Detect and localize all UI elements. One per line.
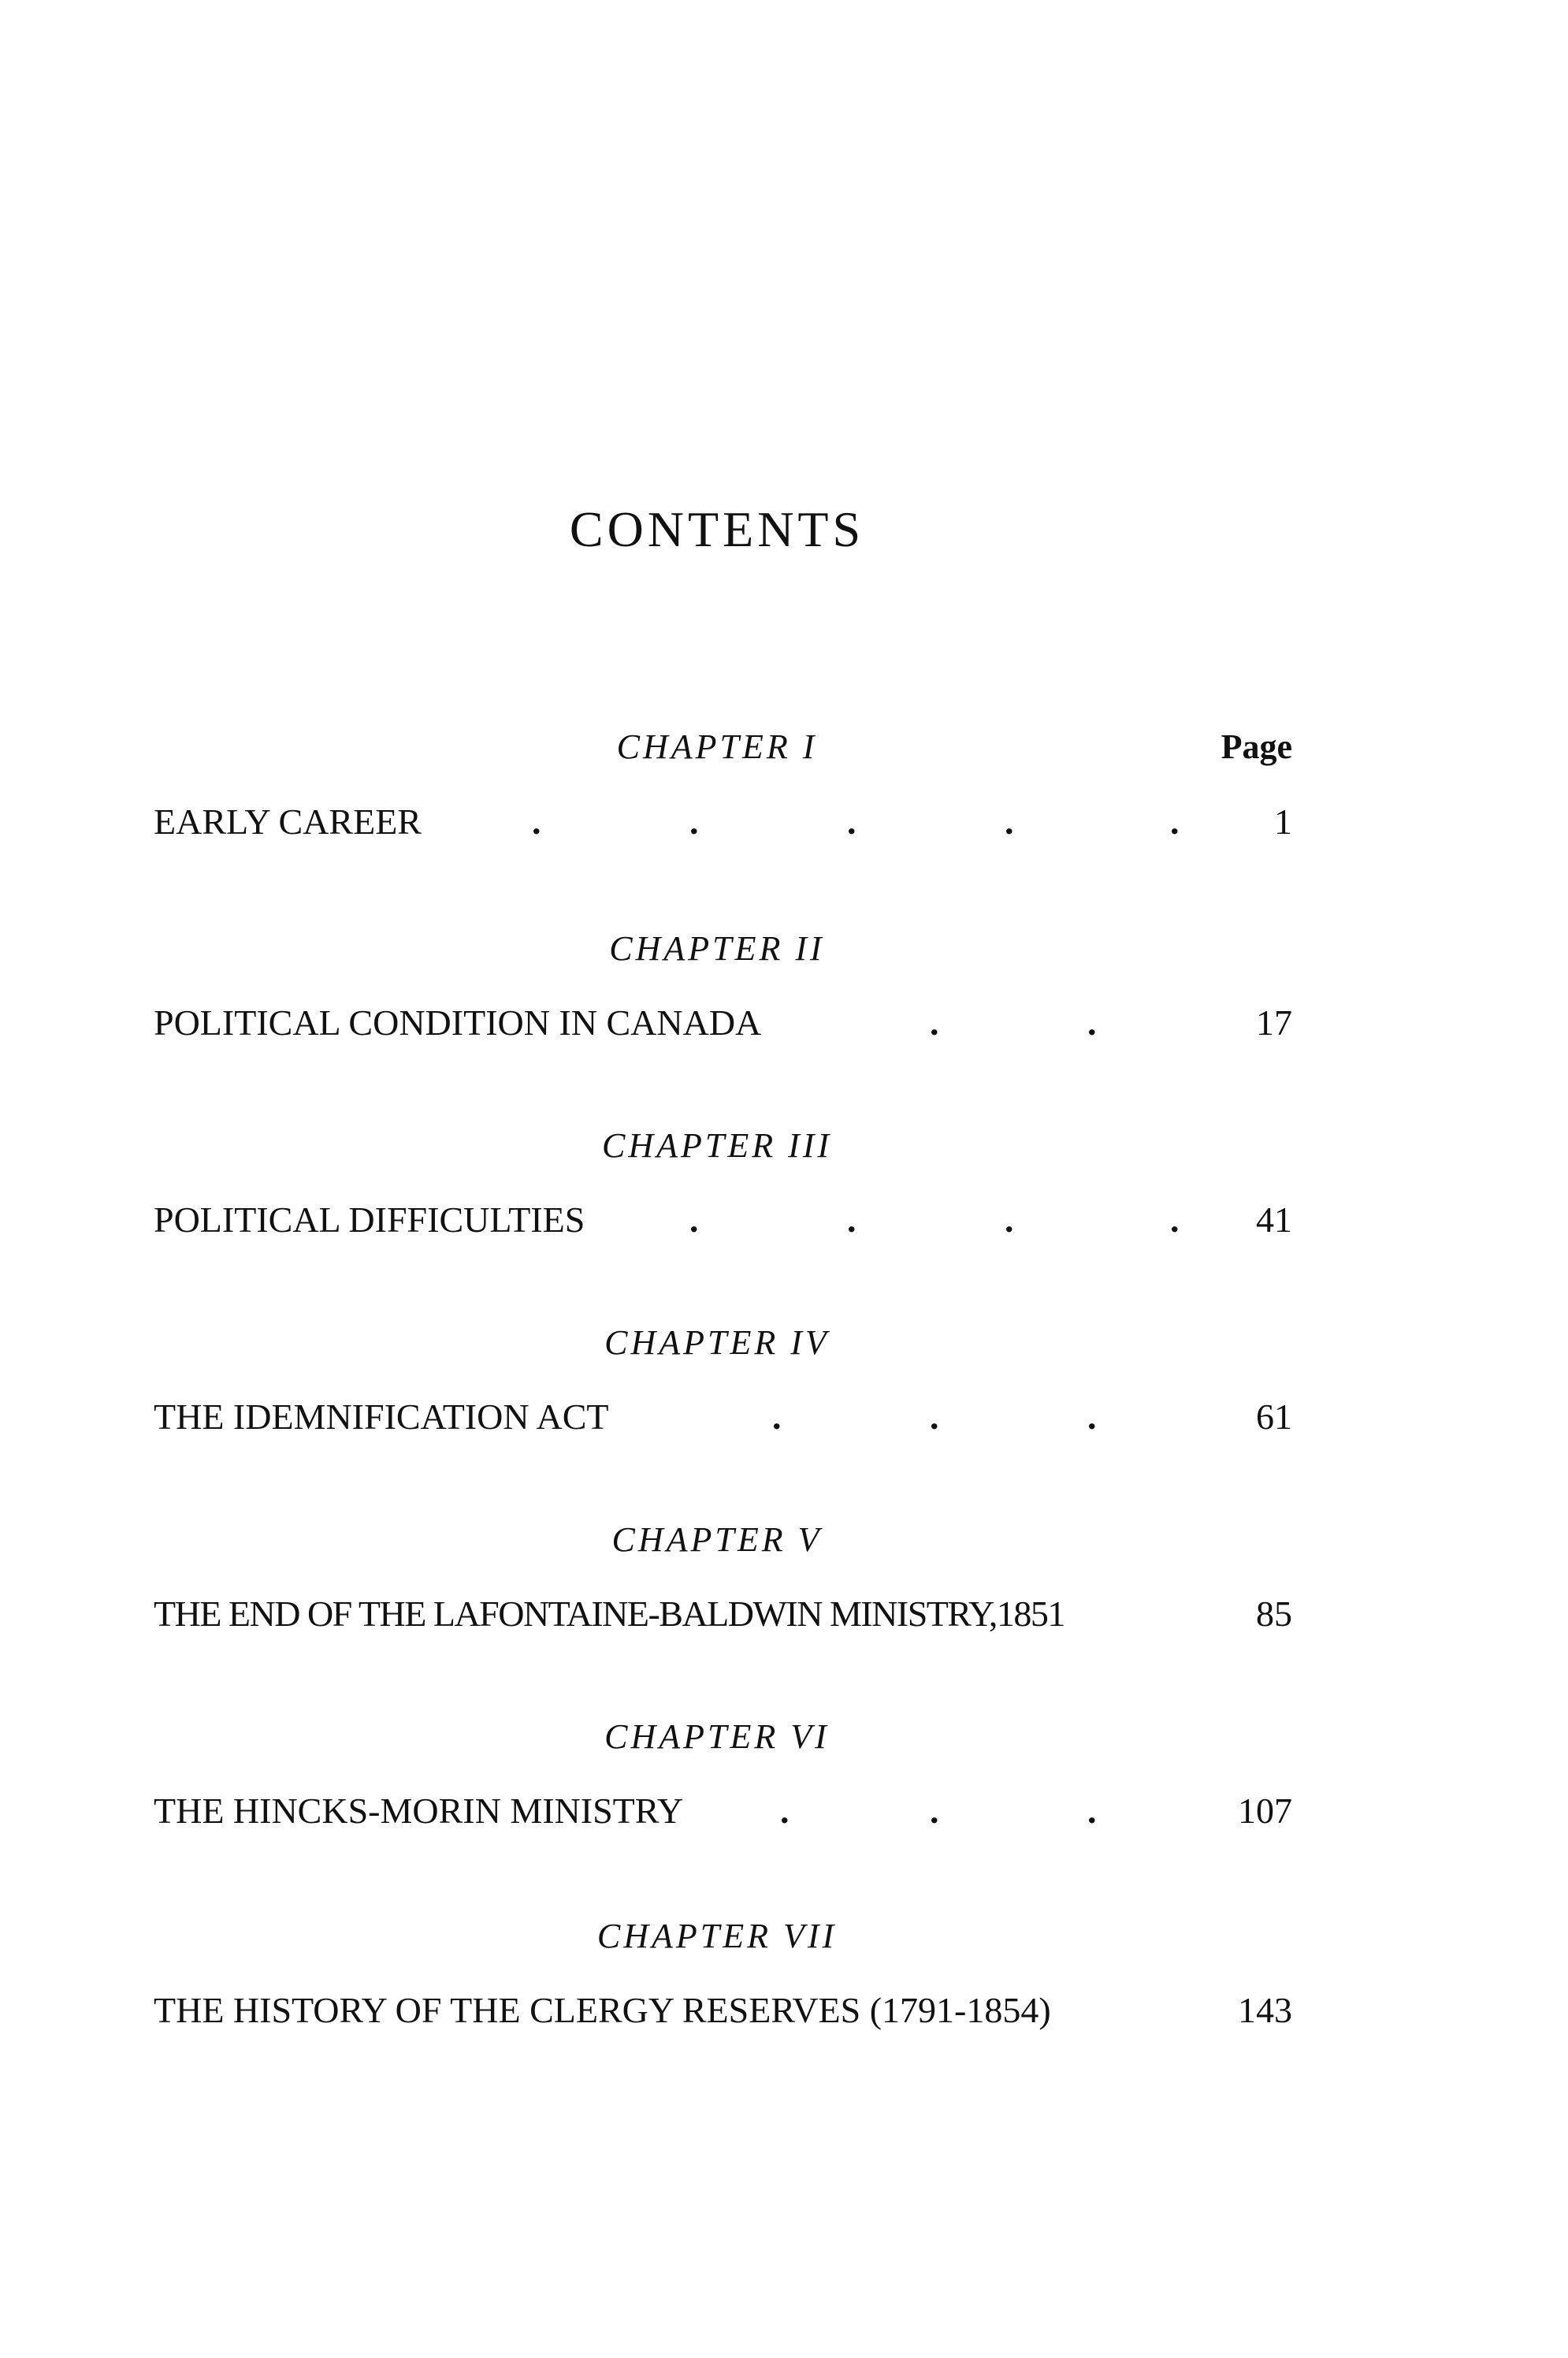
chapter-heading: CHAPTER II bbox=[609, 929, 825, 968]
entry-title: THE END OF THE LAFONTAINE-BALDWIN MINISTRY,1851 bbox=[154, 1594, 1065, 1634]
leader-dot: . bbox=[689, 1199, 699, 1240]
entry-title: THE IDEMNIFICATION ACT bbox=[154, 1397, 609, 1437]
leader-dot: . bbox=[1170, 801, 1180, 842]
toc-entry bbox=[154, 801, 1292, 851]
toc-entry bbox=[154, 1399, 1292, 1446]
entry-title: POLITICAL CONDITION IN CANADA bbox=[154, 1002, 762, 1043]
entry-title: THE HISTORY OF THE CLERGY RESERVES (1791-1854) bbox=[154, 1990, 1051, 2030]
leader-dot: . bbox=[847, 801, 856, 842]
entry-title: EARLY CAREER bbox=[154, 801, 422, 842]
leader-dot: . bbox=[930, 1002, 939, 1043]
chapter-heading: CHAPTER V bbox=[611, 1520, 823, 1559]
entry-page: 107 bbox=[1238, 1791, 1292, 1831]
leader-dot: . bbox=[847, 1199, 856, 1240]
toc-entry bbox=[154, 1992, 1292, 2040]
chapter-heading: CHAPTER III bbox=[601, 1126, 833, 1165]
entry-page: 143 bbox=[1238, 1990, 1292, 2030]
page-column-heading: Page bbox=[1221, 727, 1292, 766]
toc-entry bbox=[154, 1199, 1292, 1249]
chapter-heading: CHAPTER VI bbox=[604, 1717, 830, 1756]
entry-page: 41 bbox=[1256, 1199, 1292, 1240]
chapter-heading: CHAPTER IV bbox=[604, 1323, 830, 1362]
entry-title: THE HINCKS-MORIN MINISTRY bbox=[154, 1791, 684, 1831]
leader-dot: . bbox=[1170, 1199, 1180, 1240]
leader-dot: . bbox=[1087, 1791, 1097, 1831]
leader-dot: . bbox=[532, 801, 541, 842]
leader-dot: . bbox=[930, 1791, 939, 1831]
toc-entry bbox=[154, 1002, 1292, 1052]
entry-title: POLITICAL DIFFICULTIES bbox=[154, 1199, 585, 1240]
contents-title: CONTENTS bbox=[569, 501, 865, 557]
entry-page: 85 bbox=[1256, 1594, 1292, 1634]
leader-dot: . bbox=[1005, 1199, 1014, 1240]
toc-entry bbox=[154, 1596, 1292, 1643]
leader-dot: . bbox=[1005, 801, 1014, 842]
chapter-heading: CHAPTER I bbox=[616, 727, 818, 766]
toc-entry bbox=[154, 1793, 1292, 1840]
leader-dot: . bbox=[689, 801, 699, 842]
chapter-heading: CHAPTER VII bbox=[596, 1917, 838, 1955]
entry-page: 1 bbox=[1274, 801, 1292, 842]
entry-page: 17 bbox=[1256, 1002, 1292, 1043]
leader-dot: . bbox=[1087, 1002, 1097, 1043]
leader-dot: . bbox=[772, 1397, 782, 1437]
leader-dot: . bbox=[780, 1791, 790, 1831]
entry-page: 61 bbox=[1256, 1397, 1292, 1437]
leader-dot: . bbox=[930, 1397, 939, 1437]
leader-dot: . bbox=[1087, 1397, 1097, 1437]
